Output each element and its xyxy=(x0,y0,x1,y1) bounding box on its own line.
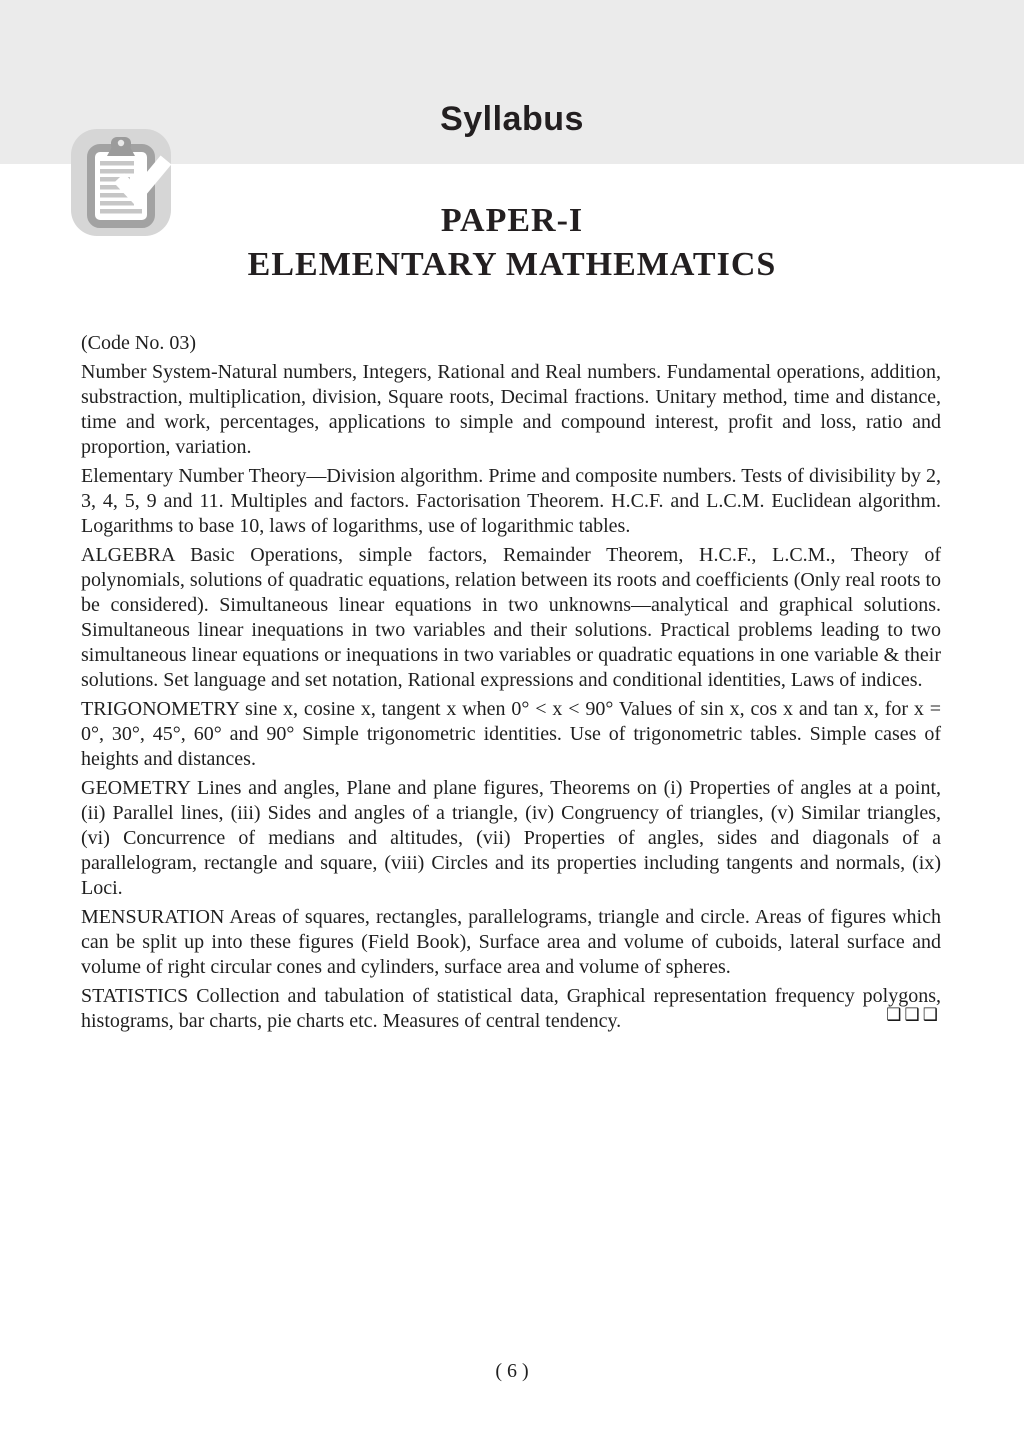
subject-title: ELEMENTARY MATHEMATICS xyxy=(247,246,777,283)
section-end-squares-icon: ❑❑❑ xyxy=(886,1005,941,1025)
paragraph-mensuration: MENSURATION Areas of squares, rectangles, parallelograms, triangle and circle. Areas of figures which can be split up into these figures (Field Book), Surface area and volume of cuboids, lateral surface and volume of right circular cones and cylinders, surface area and volume of spheres. xyxy=(81,906,941,978)
syllabus-body xyxy=(81,331,941,1038)
code-number-line: (Code No. 03) xyxy=(81,332,196,354)
clipboard-clip xyxy=(107,137,135,156)
paragraph-trigonometry: TRIGONOMETRY sine x, cosine x, tangent x when 0° < x < 90° Values of sin x, cos x and tan x, for x = 0°, 30°, 45°, 60° and 90° Simple trigonometric identities. Use of trigonometric tables. Simple cases of heights and distances. xyxy=(81,698,941,770)
paragraph-number-system: Number System-Natural numbers, Integers, Rational and Real numbers. Fundamental operations, addition, substraction, multiplication, division, Square roots, Decimal fractions. Unitary method, time and distance, time and work, percentages, applications to simple and compound interest, profit and loss, ratio and proportion, variation. xyxy=(81,361,941,458)
paragraph-algebra: ALGEBRA Basic Operations, simple factors, Remainder Theorem, H.C.F., L.C.M., Theory of polynomials, solutions of quadratic equations, relation between its roots and coefficients (Only real roots to be considered). Simultaneous linear equations in two unknowns—analytical and graphical solutions. Simultaneous linear inequations in two variables and their solutions. Practical problems leading to two simultaneous linear equations or inequations in two variables or quadratic equations in one variable & their solutions. Set language and set notation, Rational expressions and conditional identities, Laws of indices. xyxy=(81,544,941,691)
paper-title: PAPER-I xyxy=(440,202,584,239)
page-number: ( 6 ) xyxy=(495,1360,529,1382)
paragraph-geometry: GEOMETRY Lines and angles, Plane and plane figures, Theorems on (i) Properties of angles at a point, (ii) Parallel lines, (iii) Sides and angles of a triangle, (iv) Congruency of triangles, (v) Similar triangles, (vi) Concurrence of medians and altitudes, (vii) Properties of angles, sides and diagonals of a parallelogram, rectangle and square, (viii) Circles and its properties including tangents and normals, (ix) Loci. xyxy=(81,777,941,899)
page-title: Syllabus xyxy=(440,100,584,138)
paragraph-statistics: STATISTICS Collection and tabulation of statistical data, Graphical representation frequency polygons, histograms, bar charts, pie charts etc. Measures of central tendency. xyxy=(81,985,941,1032)
paragraph-number-theory: Elementary Number Theory—Division algorithm. Prime and composite numbers. Tests of divisibility by 2, 3, 4, 5, 9 and 11. Multiples and factors. Factorisation Theorem. H.C.F. and L.C.M. Euclidean algorithm. Logarithms to base 10, laws of logarithms, use of logarithmic tables. xyxy=(81,465,941,537)
